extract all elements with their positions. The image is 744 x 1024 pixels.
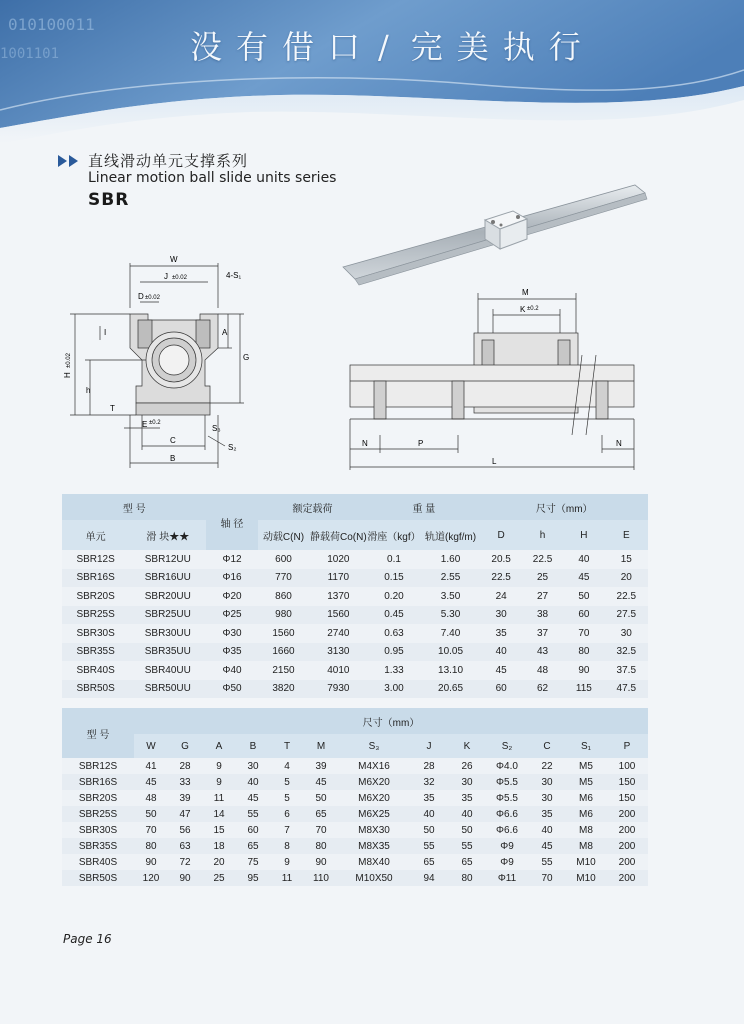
table-cell: 7 [270, 822, 304, 838]
table-row [62, 854, 648, 870]
table-row [62, 587, 648, 606]
table-row [62, 758, 648, 774]
table-cell: 70 [304, 822, 338, 838]
header-H: H [563, 520, 604, 550]
table-cell: M6X20 [338, 790, 410, 806]
header-rail-weight: 轨道(kgf/m) [421, 520, 481, 550]
table-cell: Φ4.0 [486, 758, 528, 774]
table-cell: 48 [522, 661, 563, 680]
table-cell: 35 [410, 790, 448, 806]
table-cell: 63 [168, 838, 202, 854]
header-block: 滑 块★★ [129, 520, 206, 550]
table-cell: 47 [168, 806, 202, 822]
table-cell: 3820 [258, 680, 310, 699]
table-cell: SBR35UU [129, 643, 206, 662]
table-cell: 1.60 [421, 550, 481, 569]
table-cell: 2.55 [421, 569, 481, 588]
table-cell: 120 [134, 870, 168, 886]
table-cell: 50 [410, 822, 448, 838]
table-cell: M8 [566, 838, 606, 854]
table-cell: 94 [410, 870, 448, 886]
label-D: D [138, 292, 144, 301]
table-cell: M6 [566, 790, 606, 806]
table-cell: 0.45 [367, 606, 420, 625]
table-cell: SBR30S [62, 822, 134, 838]
dimension-column-header: J [410, 734, 448, 758]
table-cell: Φ6.6 [486, 822, 528, 838]
table-cell: 1370 [309, 587, 367, 606]
table-cell: 65 [448, 854, 486, 870]
table-cell: 25 [202, 870, 236, 886]
table-cell: Φ50 [206, 680, 257, 699]
table-cell: 80 [134, 838, 168, 854]
table-cell: 45 [236, 790, 270, 806]
table-cell: 27.5 [605, 606, 648, 625]
table-row [62, 606, 648, 625]
table-cell: 6 [270, 806, 304, 822]
table-cell: 32 [410, 774, 448, 790]
table-cell: 20.65 [421, 680, 481, 699]
table-row [62, 790, 648, 806]
table-cell: 40 [528, 822, 566, 838]
spec-table-load-weight-body [62, 550, 648, 698]
table-cell: 13.10 [421, 661, 481, 680]
table-cell: 1020 [309, 550, 367, 569]
table-cell: 32.5 [605, 643, 648, 662]
table-cell: M6 [566, 806, 606, 822]
table-cell: 60 [236, 822, 270, 838]
table-cell: 95 [236, 870, 270, 886]
table-cell: 55 [448, 838, 486, 854]
table-cell: 50 [563, 587, 604, 606]
table-cell: 50 [134, 806, 168, 822]
dimension-column-header: W [134, 734, 168, 758]
label-E: E [142, 420, 148, 429]
table-cell: SBR12S [62, 758, 134, 774]
spec-table-dimensions [62, 708, 648, 886]
table-cell: SBR50UU [129, 680, 206, 699]
table-cell: 0.63 [367, 624, 420, 643]
header-shaft: 轴 径 [206, 494, 257, 550]
table-cell: 4010 [309, 661, 367, 680]
table-cell: 150 [606, 774, 648, 790]
table-row [62, 774, 648, 790]
label-N-right: N [616, 439, 622, 448]
label-T: T [110, 404, 115, 413]
table-cell: 70 [134, 822, 168, 838]
table-cell: 45 [563, 569, 604, 588]
header-model-2: 型 号 [62, 708, 134, 758]
table-cell: 115 [563, 680, 604, 699]
table-cell: 25 [522, 569, 563, 588]
table-cell: SBR30S [62, 624, 129, 643]
header-D: D [480, 520, 521, 550]
table-cell: SBR25S [62, 806, 134, 822]
label-I: I [104, 328, 107, 337]
front-section-drawing [60, 248, 250, 476]
table-cell: 90 [134, 854, 168, 870]
table-cell: 27 [522, 587, 563, 606]
double-arrow-icon [58, 155, 82, 167]
table-cell: 60 [480, 680, 521, 699]
table-row [62, 838, 648, 854]
side-view-drawing [346, 285, 640, 475]
table-row [62, 822, 648, 838]
table-cell: 39 [304, 758, 338, 774]
spec-table-dimensions-body [62, 758, 648, 886]
table-cell: 8 [270, 838, 304, 854]
table-cell: SBR40S [62, 854, 134, 870]
table-cell: 65 [236, 838, 270, 854]
table-cell: 35 [480, 624, 521, 643]
label-L: L [492, 457, 497, 466]
label-K: K [520, 305, 526, 314]
table-cell: 0.1 [367, 550, 420, 569]
table-cell: 20.5 [480, 550, 521, 569]
header-model: 型 号 [62, 494, 206, 520]
table-cell: 10.05 [421, 643, 481, 662]
label-J: J [164, 272, 168, 281]
table-row [62, 569, 648, 588]
table-cell: 38 [522, 606, 563, 625]
table-cell: M8 [566, 822, 606, 838]
slogan-right: 完美执行 [410, 28, 595, 66]
label-S2: S₂ [228, 443, 237, 452]
dimension-column-header: M [304, 734, 338, 758]
table-cell: 9 [270, 854, 304, 870]
dimension-column-header: C [528, 734, 566, 758]
table-cell: 45 [480, 661, 521, 680]
table-cell: 62 [522, 680, 563, 699]
slogan-left: 没有借口 [190, 28, 375, 66]
label-S3: S₃ [212, 424, 221, 433]
dimension-column-header: B [236, 734, 270, 758]
table-cell: 75 [236, 854, 270, 870]
table-row [62, 550, 648, 569]
table-cell: 11 [202, 790, 236, 806]
table-cell: 3.00 [367, 680, 420, 699]
table-cell: 26 [448, 758, 486, 774]
table-cell: M6X25 [338, 806, 410, 822]
table-cell: 65 [410, 854, 448, 870]
table-cell: 200 [606, 822, 648, 838]
table-cell: 47.5 [605, 680, 648, 699]
table-cell: 9 [202, 774, 236, 790]
table-cell: Φ11 [486, 870, 528, 886]
table-cell: 15 [202, 822, 236, 838]
table-cell: 35 [528, 806, 566, 822]
table-cell: 28 [410, 758, 448, 774]
table-cell: 22 [528, 758, 566, 774]
table-cell: M8X40 [338, 854, 410, 870]
table-cell: M4X16 [338, 758, 410, 774]
table-cell: 200 [606, 854, 648, 870]
table-cell: Φ35 [206, 643, 257, 662]
table-cell: M10 [566, 870, 606, 886]
table-cell: Φ9 [486, 854, 528, 870]
spec-table-load-weight [62, 494, 648, 698]
header-E: E [605, 520, 648, 550]
table-cell: 30 [236, 758, 270, 774]
table-cell: 2150 [258, 661, 310, 680]
table-cell: 200 [606, 870, 648, 886]
table-row [62, 661, 648, 680]
svg-text:010100011: 010100011 [8, 15, 95, 34]
table-cell: 40 [563, 550, 604, 569]
label-D-tol: ±0.02 [145, 295, 160, 301]
table-cell: 150 [606, 790, 648, 806]
table-cell: SBR20S [62, 790, 134, 806]
table-cell: 11 [270, 870, 304, 886]
table-cell: SBR20UU [129, 587, 206, 606]
table-cell: Φ6.6 [486, 806, 528, 822]
dimension-column-header: T [270, 734, 304, 758]
table-cell: Φ9 [486, 838, 528, 854]
table-cell: 39 [168, 790, 202, 806]
table-cell: 5 [270, 790, 304, 806]
table-cell: 30 [528, 790, 566, 806]
label-J-tol: ±0.02 [172, 275, 187, 281]
table-cell: 55 [236, 806, 270, 822]
label-C: C [170, 436, 176, 445]
table-cell: SBR40UU [129, 661, 206, 680]
header-h: h [522, 520, 563, 550]
table-cell: 70 [528, 870, 566, 886]
header-weight: 重 量 [367, 494, 480, 520]
label-h: h [86, 386, 91, 395]
table-cell: 65 [304, 806, 338, 822]
table-cell: 7930 [309, 680, 367, 699]
table-cell: 50 [304, 790, 338, 806]
table-cell: M6X20 [338, 774, 410, 790]
product-photo [335, 175, 665, 290]
label-B: B [170, 454, 176, 463]
table-cell: 1.33 [367, 661, 420, 680]
label-K-tol: ±0.2 [527, 306, 539, 312]
dimension-column-header: G [168, 734, 202, 758]
table-row [62, 806, 648, 822]
header-rated-load: 额定载荷 [258, 494, 368, 520]
table-cell: 35 [448, 790, 486, 806]
table-cell: Φ5.5 [486, 774, 528, 790]
table-cell: SBR35S [62, 643, 129, 662]
header-block-weight: 滑座（kgf） [367, 520, 420, 550]
table-cell: 55 [528, 854, 566, 870]
header-dims-2: 尺寸（mm） [134, 708, 648, 734]
section-title-en: Linear motion ball slide units series [88, 170, 337, 186]
table-cell: 1660 [258, 643, 310, 662]
table-cell: 1170 [309, 569, 367, 588]
table-cell: 60 [563, 606, 604, 625]
header-banner [0, 0, 744, 150]
table-cell: SBR20S [62, 587, 129, 606]
header-dynamic: 动载C(N) [258, 520, 310, 550]
table-cell: SBR16S [62, 569, 129, 588]
dimension-column-header: A [202, 734, 236, 758]
svg-text:1001101: 1001101 [0, 46, 60, 62]
table-cell: Φ40 [206, 661, 257, 680]
table-cell: 40 [236, 774, 270, 790]
table-cell: 18 [202, 838, 236, 854]
table-cell: 22.5 [480, 569, 521, 588]
table-cell: 9 [202, 758, 236, 774]
table-row [62, 870, 648, 886]
table-cell: 980 [258, 606, 310, 625]
table-cell: 770 [258, 569, 310, 588]
slogan-separator: / [378, 28, 403, 66]
table-row [62, 624, 648, 643]
table-cell: 30 [605, 624, 648, 643]
table-cell: 3130 [309, 643, 367, 662]
table-cell: 37 [522, 624, 563, 643]
table-cell: SBR25S [62, 606, 129, 625]
table-cell: 5 [270, 774, 304, 790]
table-cell: 14 [202, 806, 236, 822]
table-cell: SBR16UU [129, 569, 206, 588]
table-cell: 0.95 [367, 643, 420, 662]
table-cell: M10 [566, 854, 606, 870]
table-cell: 200 [606, 838, 648, 854]
table-cell: SBR35S [62, 838, 134, 854]
label-H: H [63, 372, 72, 378]
table-cell: 90 [563, 661, 604, 680]
dimension-column-headers [62, 734, 648, 758]
table-cell: 110 [304, 870, 338, 886]
table-cell: 1560 [309, 606, 367, 625]
table-cell: 45 [528, 838, 566, 854]
table-cell: 80 [304, 838, 338, 854]
table-cell: 56 [168, 822, 202, 838]
table-cell: 3.50 [421, 587, 481, 606]
table-cell: 40 [480, 643, 521, 662]
table-cell: M10X50 [338, 870, 410, 886]
table-cell: 860 [258, 587, 310, 606]
header-dims: 尺寸（mm） [480, 494, 648, 520]
dimension-column-header: K [448, 734, 486, 758]
table-row [62, 643, 648, 662]
header-static: 静载荷Co(N) [309, 520, 367, 550]
table-cell: SBR50S [62, 870, 134, 886]
label-W: W [170, 255, 178, 264]
table-cell: 45 [134, 774, 168, 790]
dimension-column-header: P [606, 734, 648, 758]
table-cell: 200 [606, 806, 648, 822]
table-cell: Φ16 [206, 569, 257, 588]
label-P: P [418, 439, 424, 448]
table-cell: 70 [563, 624, 604, 643]
table-cell: M8X30 [338, 822, 410, 838]
table-cell: 41 [134, 758, 168, 774]
table-cell: 40 [410, 806, 448, 822]
table-cell: 48 [134, 790, 168, 806]
section-title-cn: 直线滑动单元支撑系列 [88, 152, 249, 170]
table-cell: 30 [480, 606, 521, 625]
table-cell: 20 [605, 569, 648, 588]
table-cell: M8X35 [338, 838, 410, 854]
table-cell: 1560 [258, 624, 310, 643]
table-cell: Φ30 [206, 624, 257, 643]
table-cell: 20 [202, 854, 236, 870]
table-cell: 72 [168, 854, 202, 870]
table-cell: 0.15 [367, 569, 420, 588]
dimension-column-header: S₁ [566, 734, 606, 758]
table-cell: SBR40S [62, 661, 129, 680]
table-cell: 24 [480, 587, 521, 606]
banner-slogan [190, 22, 595, 68]
label-E-tol: ±0.2 [149, 420, 161, 426]
table-cell: Φ12 [206, 550, 257, 569]
table-cell: 100 [606, 758, 648, 774]
table-cell: SBR25UU [129, 606, 206, 625]
table-cell: M5 [566, 758, 606, 774]
table-cell: 80 [563, 643, 604, 662]
table-cell: 90 [304, 854, 338, 870]
label-G: G [243, 353, 250, 362]
table-cell: Φ5.5 [486, 790, 528, 806]
table-cell: 90 [168, 870, 202, 886]
series-code: SBR [88, 190, 130, 210]
table-cell: 30 [528, 774, 566, 790]
table-cell: 37.5 [605, 661, 648, 680]
table-cell: SBR12UU [129, 550, 206, 569]
table-cell: 28 [168, 758, 202, 774]
label-S1: 4-S₁ [226, 271, 242, 280]
dimension-column-header: S₂ [486, 734, 528, 758]
table-cell: M5 [566, 774, 606, 790]
table-row [62, 680, 648, 699]
table-cell: 22.5 [522, 550, 563, 569]
label-N-left: N [362, 439, 368, 448]
table-cell: 33 [168, 774, 202, 790]
table-cell: 43 [522, 643, 563, 662]
table-cell: 22.5 [605, 587, 648, 606]
table-cell: 30 [448, 774, 486, 790]
table-cell: Φ25 [206, 606, 257, 625]
table-cell: 40 [448, 806, 486, 822]
table-cell: SBR12S [62, 550, 129, 569]
table-cell: 15 [605, 550, 648, 569]
table-cell: 50 [448, 822, 486, 838]
table-cell: 80 [448, 870, 486, 886]
table-cell: 4 [270, 758, 304, 774]
table-cell: 0.20 [367, 587, 420, 606]
table-cell: 5.30 [421, 606, 481, 625]
label-A: A [222, 328, 228, 337]
label-H-tol: ±0.02 [66, 353, 72, 368]
table-cell: Φ20 [206, 587, 257, 606]
dimension-column-header: S₃ [338, 734, 410, 758]
table-cell: SBR16S [62, 774, 134, 790]
table-cell: 600 [258, 550, 310, 569]
label-M: M [522, 288, 529, 297]
table-cell: 45 [304, 774, 338, 790]
table-cell: 55 [410, 838, 448, 854]
page-number: Page 16 [63, 932, 112, 946]
table-cell: 7.40 [421, 624, 481, 643]
header-unit: 单元 [62, 520, 129, 550]
table-cell: 2740 [309, 624, 367, 643]
table-cell: SBR50S [62, 680, 129, 699]
table-cell: SBR30UU [129, 624, 206, 643]
